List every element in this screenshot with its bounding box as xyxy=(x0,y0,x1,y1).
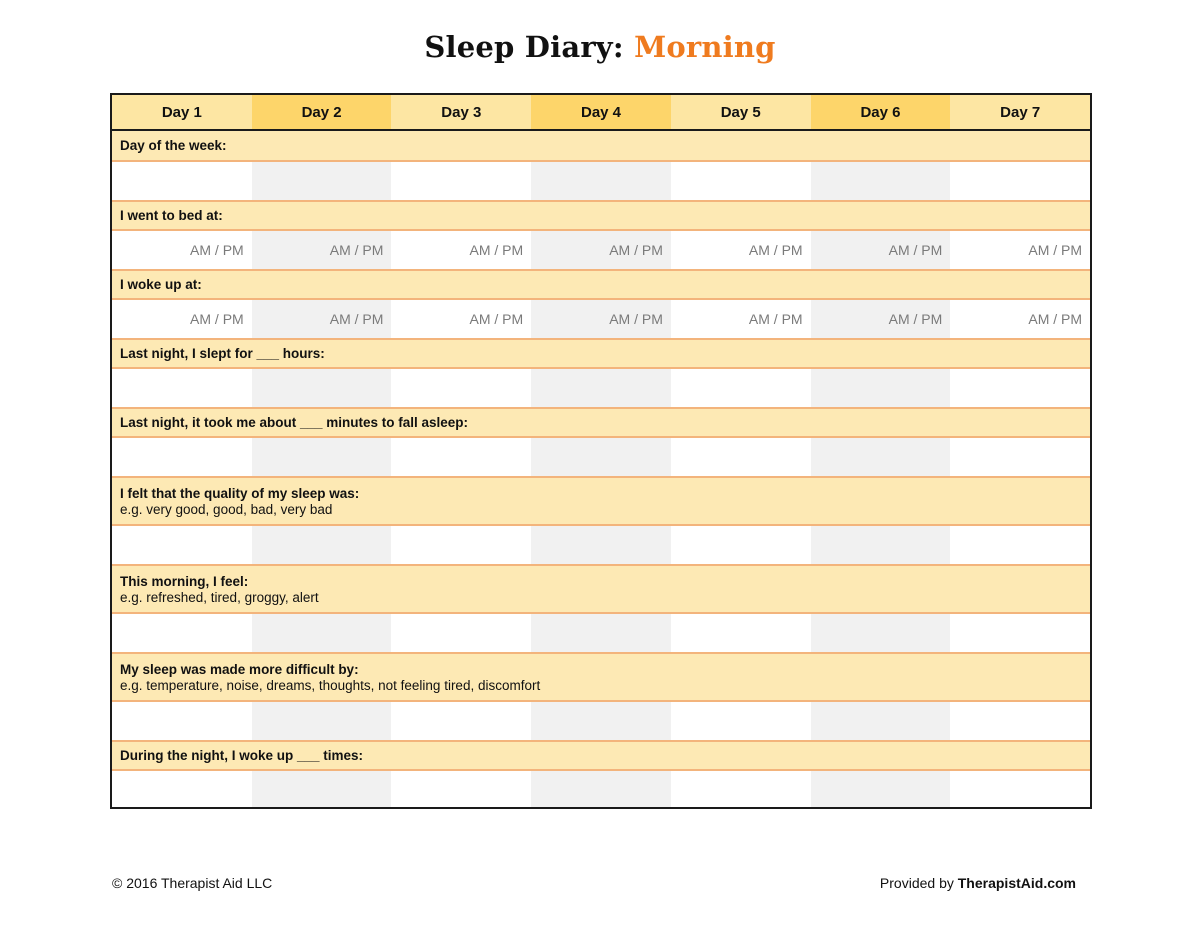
section-label: My sleep was made more difficult by: xyxy=(120,661,359,677)
entry-cell-day-7[interactable] xyxy=(950,702,1090,740)
entry-cell-day-6[interactable] xyxy=(811,438,951,476)
day-header-7: Day 7 xyxy=(950,95,1090,129)
day-header-2: Day 2 xyxy=(252,95,392,129)
entry-cell-day-3[interactable] xyxy=(391,438,531,476)
section-label-row xyxy=(112,269,1090,300)
entry-cell-day-2[interactable] xyxy=(252,438,392,476)
entry-cell-day-1[interactable]: AM / PM xyxy=(190,242,244,258)
diary-sections xyxy=(112,131,1090,807)
entry-cell-day-3[interactable]: AM / PM xyxy=(469,242,524,258)
section-label: Last night, I slept for ___ hours: xyxy=(120,346,325,361)
entry-cell-day-3[interactable] xyxy=(391,526,531,564)
entry-cell-day-2[interactable] xyxy=(252,162,392,200)
entry-cell-day-3[interactable] xyxy=(391,162,531,200)
entry-row xyxy=(112,300,1090,338)
entry-cell-day-4[interactable] xyxy=(531,526,671,564)
entry-cell-day-5[interactable]: AM / PM xyxy=(748,242,803,258)
section-example: e.g. very good, good, bad, very bad xyxy=(120,501,333,517)
entry-cell-day-1[interactable] xyxy=(112,369,252,407)
section-label-row xyxy=(112,338,1090,369)
entry-cell-day-4[interactable] xyxy=(531,438,671,476)
entry-cell-day-7[interactable]: AM / PM xyxy=(1028,311,1083,327)
entry-cell-day-6[interactable] xyxy=(811,702,951,740)
entry-cell-day-7[interactable]: AM / PM xyxy=(1028,242,1083,258)
entry-cell-day-4[interactable]: AM / PM xyxy=(531,231,671,269)
section-label: This morning, I feel: xyxy=(120,573,249,589)
title-accent: Morning xyxy=(634,30,776,64)
section-label: Last night, it took me about ___ minutes to fall asleep: xyxy=(120,415,469,430)
entry-row xyxy=(112,526,1090,564)
day-header-4: Day 4 xyxy=(531,95,671,129)
entry-cell-day-7[interactable] xyxy=(950,526,1090,564)
section-label: I woke up at: xyxy=(120,277,202,292)
entry-cell-day-7[interactable] xyxy=(950,438,1090,476)
entry-cell-day-5[interactable] xyxy=(671,369,811,407)
provided-by-brand: TherapistAid.com xyxy=(957,875,1076,891)
provided-by xyxy=(880,875,1076,891)
entry-cell-day-1[interactable] xyxy=(112,771,252,807)
entry-cell-day-5[interactable] xyxy=(671,614,811,652)
entry-cell-day-6[interactable] xyxy=(811,771,951,807)
day-header-3: Day 3 xyxy=(391,95,531,129)
sleep-diary-table xyxy=(110,93,1092,809)
section-label-row xyxy=(112,200,1090,231)
section-label-row xyxy=(112,740,1090,771)
entry-cell-day-5[interactable] xyxy=(671,162,811,200)
entry-cell-day-1[interactable] xyxy=(112,438,252,476)
provided-by-prefix: Provided by xyxy=(879,875,958,891)
day-header-1: Day 1 xyxy=(112,95,252,129)
entry-cell-day-2[interactable]: AM / PM xyxy=(252,300,392,338)
entry-cell-day-3[interactable] xyxy=(391,771,531,807)
entry-cell-day-6[interactable] xyxy=(811,526,951,564)
entry-row xyxy=(112,702,1090,740)
section-label: During the night, I woke up ___ times: xyxy=(120,748,364,763)
section-label-row xyxy=(112,652,1090,702)
entry-cell-day-1[interactable]: AM / PM xyxy=(190,311,244,327)
entry-cell-day-1[interactable] xyxy=(112,614,252,652)
entry-cell-day-3[interactable]: AM / PM xyxy=(469,311,524,327)
entry-row xyxy=(112,231,1090,269)
entry-cell-day-1[interactable] xyxy=(112,702,252,740)
entry-cell-day-6[interactable] xyxy=(811,369,951,407)
entry-cell-day-2[interactable] xyxy=(252,771,392,807)
title-main: Sleep Diary: xyxy=(424,30,624,64)
entry-cell-day-4[interactable] xyxy=(531,771,671,807)
entry-cell-day-4[interactable]: AM / PM xyxy=(531,300,671,338)
entry-cell-day-4[interactable] xyxy=(531,162,671,200)
entry-cell-day-2[interactable] xyxy=(252,614,392,652)
entry-cell-day-4[interactable] xyxy=(531,369,671,407)
entry-cell-day-7[interactable] xyxy=(950,771,1090,807)
entry-cell-day-2[interactable] xyxy=(252,369,392,407)
day-header-5: Day 5 xyxy=(671,95,811,129)
entry-cell-day-6[interactable]: AM / PM xyxy=(811,300,951,338)
section-label: I went to bed at: xyxy=(120,208,223,223)
entry-cell-day-1[interactable] xyxy=(112,526,252,564)
entry-cell-day-7[interactable] xyxy=(950,614,1090,652)
entry-row xyxy=(112,369,1090,407)
section-label-row xyxy=(112,564,1090,614)
entry-cell-day-5[interactable] xyxy=(671,702,811,740)
entry-row xyxy=(112,162,1090,200)
copyright-notice: © 2016 Therapist Aid LLC xyxy=(112,875,273,891)
entry-row xyxy=(112,771,1090,807)
entry-cell-day-2[interactable] xyxy=(252,702,392,740)
entry-cell-day-4[interactable] xyxy=(531,614,671,652)
entry-cell-day-2[interactable] xyxy=(252,526,392,564)
entry-cell-day-5[interactable] xyxy=(671,438,811,476)
section-example: e.g. temperature, noise, dreams, thoughts, not feeling tired, discomfort xyxy=(120,677,541,693)
section-label: I felt that the quality of my sleep was: xyxy=(120,485,360,501)
entry-cell-day-7[interactable] xyxy=(950,162,1090,200)
entry-cell-day-6[interactable] xyxy=(811,162,951,200)
entry-cell-day-6[interactable]: AM / PM xyxy=(811,231,951,269)
day-header-6: Day 6 xyxy=(811,95,951,129)
entry-cell-day-5[interactable] xyxy=(671,771,811,807)
entry-row xyxy=(112,614,1090,652)
entry-cell-day-4[interactable] xyxy=(531,702,671,740)
entry-cell-day-6[interactable] xyxy=(811,614,951,652)
entry-cell-day-3[interactable] xyxy=(391,614,531,652)
section-label: Day of the week: xyxy=(120,138,227,153)
section-label-row xyxy=(112,407,1090,438)
day-header-row xyxy=(112,95,1090,131)
entry-cell-day-7[interactable] xyxy=(950,369,1090,407)
entry-cell-day-5[interactable]: AM / PM xyxy=(748,311,803,327)
entry-cell-day-1[interactable] xyxy=(112,162,252,200)
section-example: e.g. refreshed, tired, groggy, alert xyxy=(120,589,319,605)
section-label-row xyxy=(112,476,1090,526)
entry-cell-day-5[interactable] xyxy=(671,526,811,564)
entry-row xyxy=(112,438,1090,476)
section-label-row xyxy=(112,131,1090,162)
page-title xyxy=(0,30,1200,64)
entry-cell-day-3[interactable] xyxy=(391,369,531,407)
entry-cell-day-3[interactable] xyxy=(391,702,531,740)
entry-cell-day-2[interactable]: AM / PM xyxy=(252,231,392,269)
